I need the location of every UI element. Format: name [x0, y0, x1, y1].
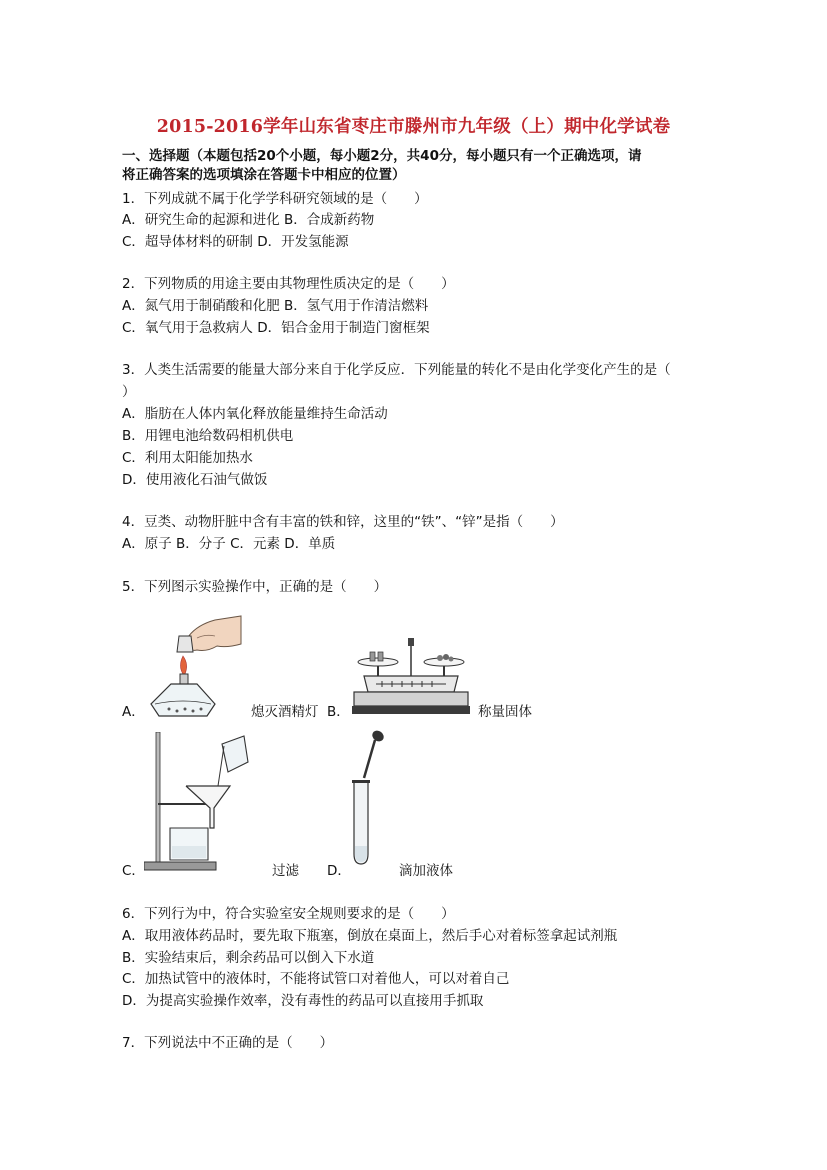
- q7-stem: 7．下列说法中不正确的是（ ）: [122, 1035, 334, 1051]
- q4-stem: 4．豆类、动物肝脏中含有丰富的铁和锌，这里的“铁”、“锌”是指（ ）: [122, 514, 564, 530]
- q1-stem: 1．下列成就不属于化学学科研究领域的是（ ）: [122, 191, 428, 207]
- q5-option-d-caption: 滴加液体: [399, 863, 453, 879]
- q3-stem-line1: 3．人类生活需要的能量大部分来自于化学反应．下列能量的转化不是由化学变化产生的是（: [122, 362, 671, 378]
- q5-option-b-caption: 称量固体: [478, 704, 532, 720]
- q5-option-b-letter: B．: [327, 704, 350, 720]
- balance-scale-figure: [352, 636, 470, 718]
- q2-stem: 2．下列物质的用途主要由其物理性质决定的是（ ）: [122, 276, 455, 292]
- q2-options-ab: A．氮气用于制硝酸和化肥 B．氢气用于作清洁燃料: [122, 298, 429, 314]
- q5-option-a-letter: A．: [122, 704, 145, 720]
- q3-option-b: B．用锂电池给数码相机供电: [122, 428, 294, 444]
- q6-option-d: D．为提高实验操作效率，没有毒性的药品可以直接用手抓取: [122, 993, 484, 1009]
- alcohol-lamp-figure: [145, 612, 245, 718]
- q6-option-b: B．实验结束后，剩余药品可以倒入下水道: [122, 950, 375, 966]
- filtration-figure: [144, 732, 254, 878]
- q3-stem-line2: ）: [122, 384, 136, 400]
- page-title: 2015-2016学年山东省枣庄市滕州市九年级（上）期中化学试卷: [156, 117, 671, 137]
- q5-option-c-letter: C．: [122, 863, 145, 879]
- q6-option-c: C．加热试管中的液体时，不能将试管口对着他人，可以对着自己: [122, 971, 510, 987]
- q6-stem: 6．下列行为中，符合实验室安全规则要求的是（ ）: [122, 906, 455, 922]
- section-heading-line1: 一、选择题（本题包括20个小题，每小题2分，共40分，每小题只有一个正确选项，请: [122, 148, 642, 164]
- q1-options-ab: A．研究生命的起源和进化 B．合成新药物: [122, 212, 375, 228]
- q1-options-cd: C．超导体材料的研制 D．开发氢能源: [122, 234, 349, 250]
- q3-option-d: D．使用液化石油气做饭: [122, 472, 268, 488]
- q6-option-a: A．取用液体药品时，要先取下瓶塞，倒放在桌面上，然后手心对着标签拿起试剂瓶: [122, 928, 618, 944]
- q3-option-c: C．利用太阳能加热水: [122, 450, 253, 466]
- q5-option-a-caption: 熄灭酒精灯: [251, 704, 319, 720]
- q5-option-c-caption: 过滤: [272, 863, 299, 879]
- dropper-figure: [350, 728, 390, 868]
- q5-option-d-letter: D．: [327, 863, 351, 879]
- q3-option-a: A．脂肪在人体内氧化释放能量维持生命活动: [122, 406, 388, 422]
- section-heading-line2: 将正确答案的选项填涂在答题卡中相应的位置）: [122, 167, 406, 183]
- q4-options: A．原子 B．分子 C．元素 D．单质: [122, 536, 336, 552]
- q5-stem: 5．下列图示实验操作中，正确的是（ ）: [122, 579, 388, 595]
- q2-options-cd: C．氧气用于急救病人 D．铝合金用于制造门窗框架: [122, 320, 430, 336]
